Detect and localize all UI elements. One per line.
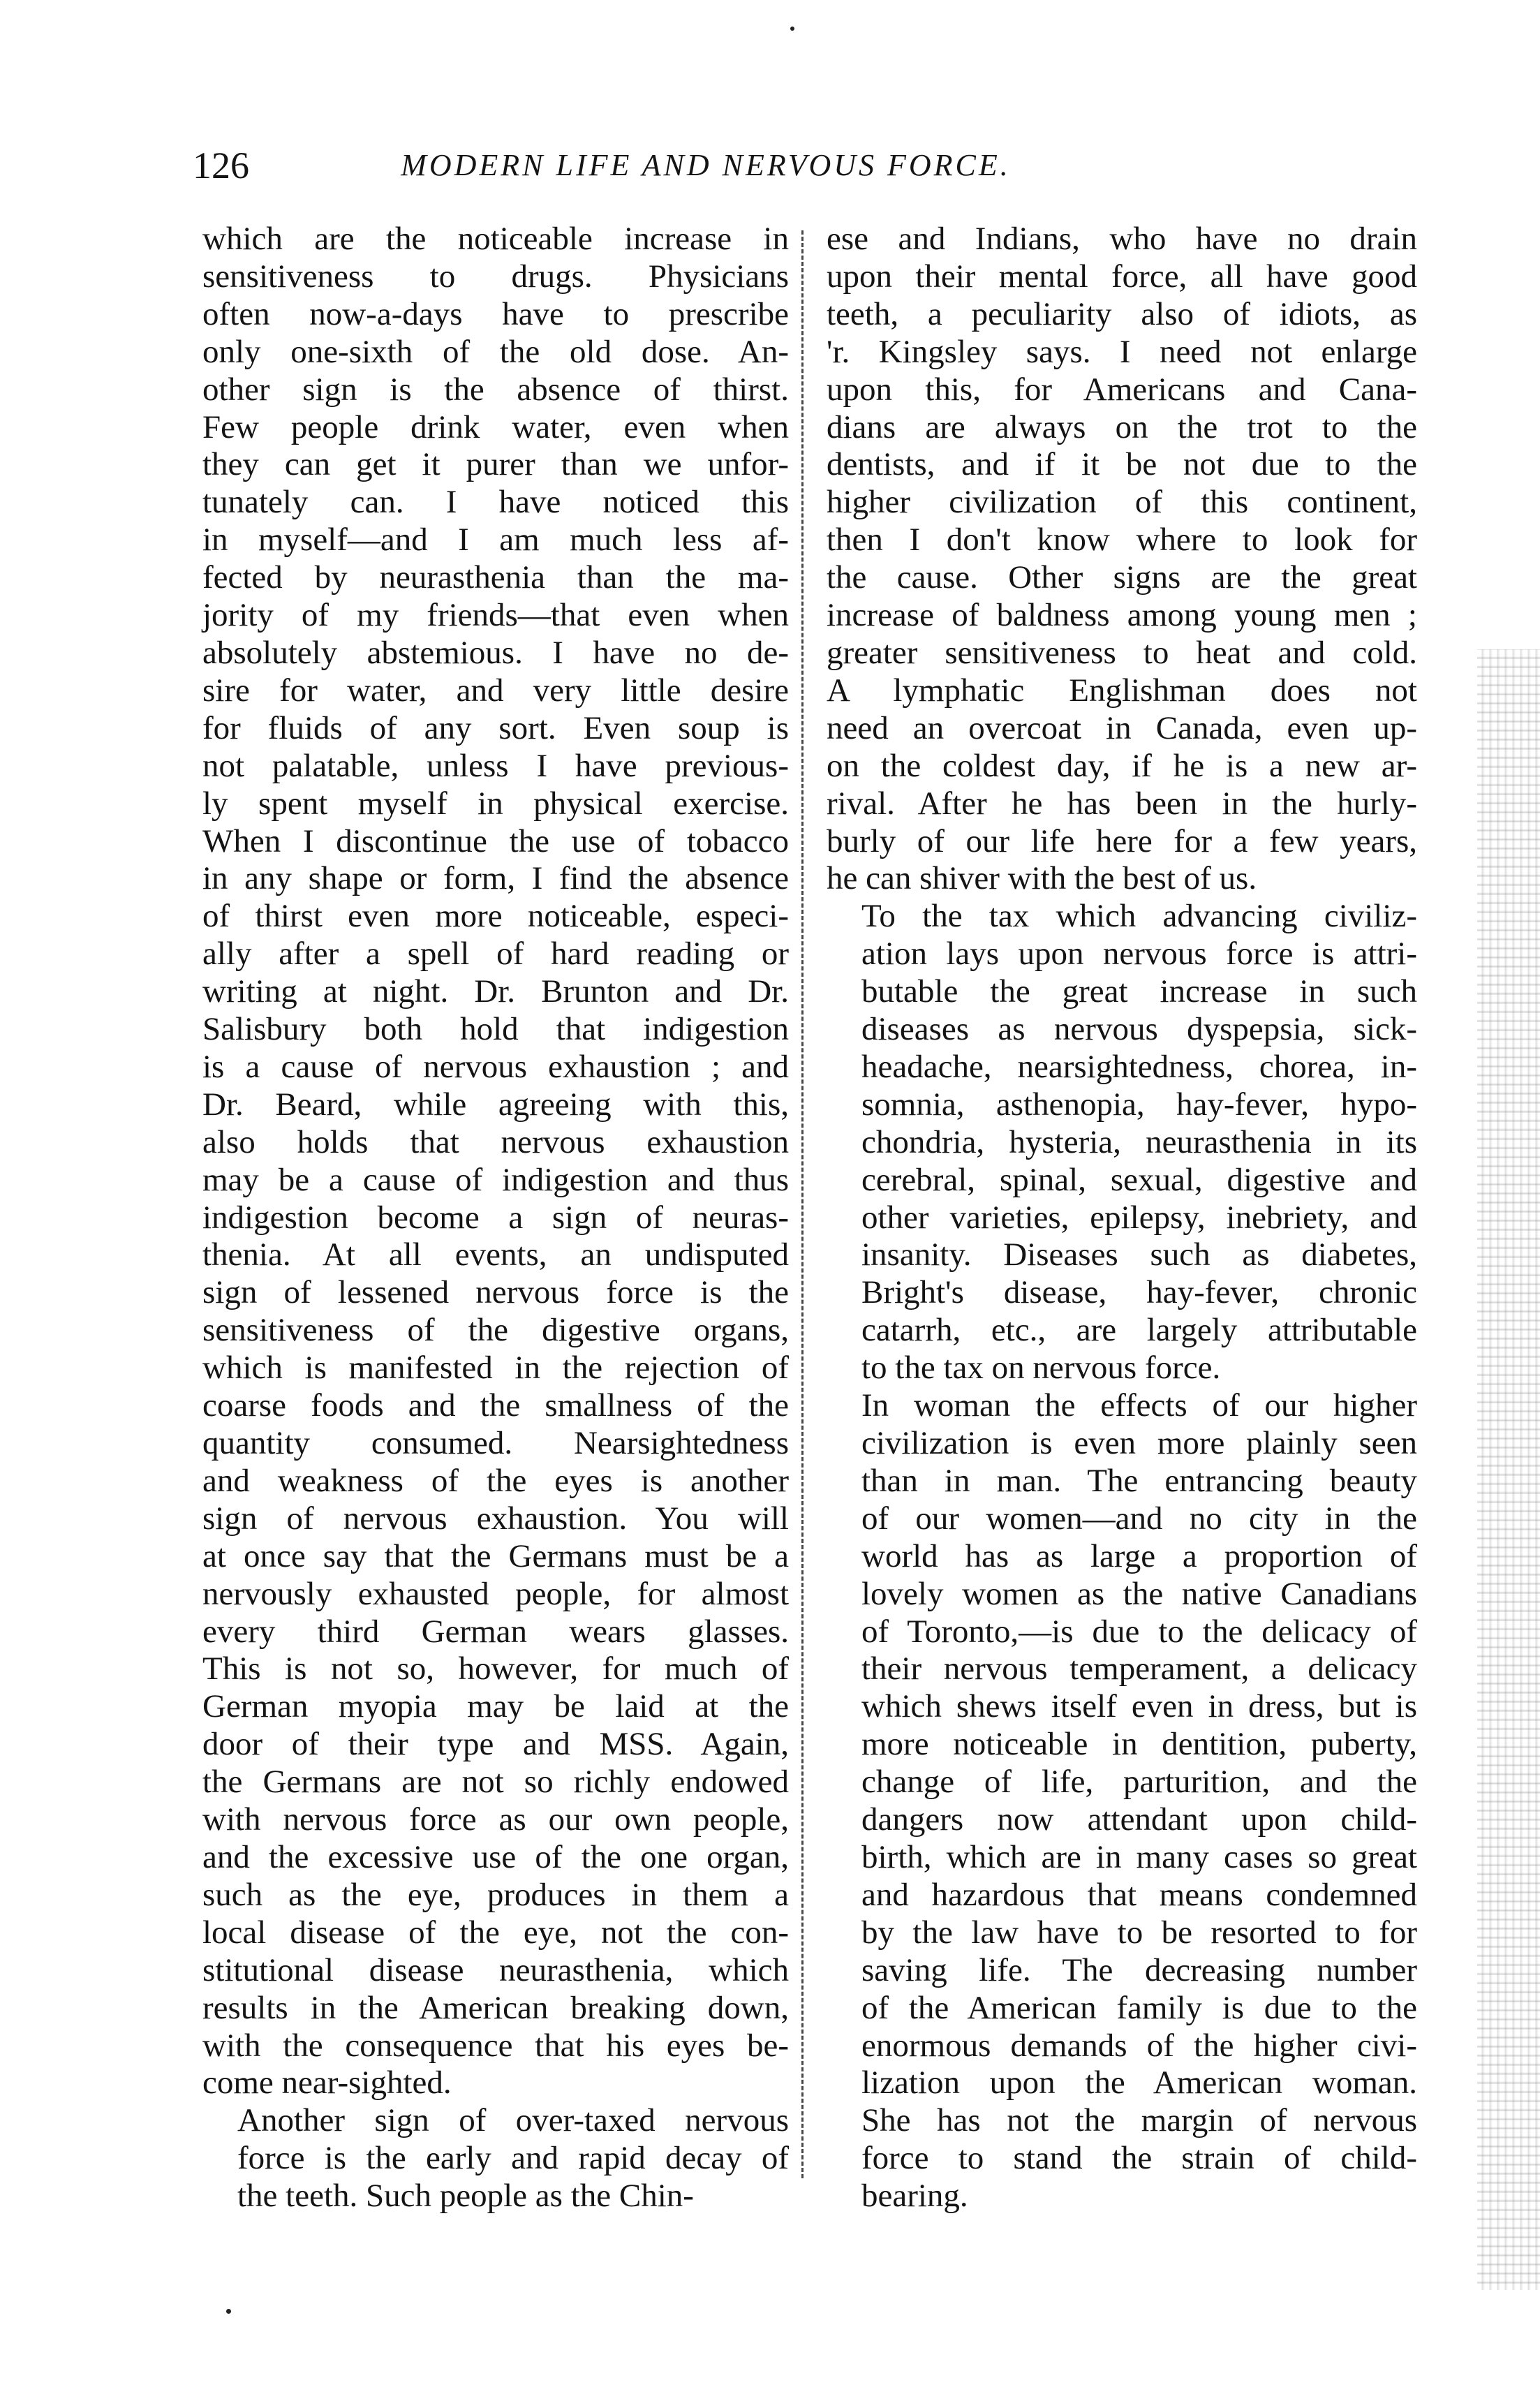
text-line: is a cause of nervous exhaustion ; and [202, 1048, 789, 1085]
text-line: Dr. Beard, while agreeing with this, [202, 1086, 789, 1123]
text-line: door of their type and MSS. Again, [202, 1726, 789, 1763]
paragraph [202, 2102, 789, 2215]
text-line: ly spent myself in physical exercise. [202, 785, 789, 822]
text-line: birth, which are in many cases so great [861, 1838, 1417, 1875]
text-line: ally after a spell of hard reading or [202, 936, 789, 973]
text-line: come near-sighted. [202, 2064, 452, 2102]
text-line: on the coldest day, if he is a new ar- [827, 747, 1417, 784]
left-column [202, 221, 789, 2215]
paragraph [202, 221, 789, 2102]
text-line: local disease of the eye, not the con- [202, 1914, 789, 1951]
text-line: headache, nearsightedness, chorea, in- [861, 1048, 1417, 1085]
text-line: ation lays upon nervous force is attri- [861, 936, 1417, 973]
text-line: every third German wears glasses. [202, 1613, 789, 1650]
ink-speck [226, 2309, 231, 2314]
text-line: in myself—and I am much less af- [202, 522, 789, 559]
text-line: sire for water, and very little desire [202, 672, 789, 709]
running-head [193, 143, 1135, 192]
text-line: civilization is even more plainly seen [861, 1425, 1417, 1461]
text-line: the cause. Other signs are the great [827, 559, 1417, 596]
text-line: at once say that the Germans must be a [202, 1537, 789, 1574]
text-line: saving life. The decreasing number [861, 1951, 1417, 1988]
text-line: ese and Indians, who have no drain [827, 221, 1417, 257]
text-line: increase of baldness among young men ; [827, 597, 1417, 634]
text-line: Salisbury both hold that indigestion [202, 1011, 789, 1048]
column-divider [801, 230, 804, 2178]
text-line: In woman the effects of our higher [861, 1387, 1417, 1424]
text-line: sensitiveness to drugs. Physicians [202, 258, 789, 295]
text-line: force to stand the strain of child- [861, 2140, 1417, 2177]
text-line: need an overcoat in Canada, even up- [827, 709, 1417, 746]
text-line: their nervous temperament, a delicacy [861, 1650, 1417, 1687]
right-column [827, 221, 1417, 2215]
text-line: Few people drink water, even when [202, 408, 789, 445]
text-line: butable the great increase in such [861, 973, 1417, 1010]
text-line: of Toronto,—is due to the delicacy of [861, 1613, 1417, 1650]
text-line: not palatable, unless I have previous- [202, 747, 789, 784]
text-line: only one-sixth of the old dose. An- [202, 333, 789, 370]
text-line: 'r. Kingsley says. I need not enlarge [827, 333, 1417, 370]
text-line: fected by neurasthenia than the ma- [202, 559, 789, 596]
text-line: to the tax on nervous force. [861, 1350, 1221, 1387]
text-line: the teeth. Such people as the Chin- [237, 2178, 694, 2215]
text-line: then I don't know where to look for [827, 522, 1417, 559]
running-title: MODERN LIFE AND NERVOUS FORCE. [401, 148, 1011, 182]
text-line: force is the early and rapid decay of [237, 2140, 789, 2177]
page-number: 126 [193, 145, 249, 186]
text-line: German myopia may be laid at the [202, 1688, 789, 1725]
text-line: teeth, a peculiarity also of idiots, as [827, 295, 1417, 332]
text-line: and the excessive use of the one organ, [202, 1838, 789, 1875]
paragraph [827, 898, 1417, 1387]
text-line: with the consequence that his eyes be- [202, 2027, 789, 2064]
text-line: Another sign of over-taxed nervous [237, 2102, 789, 2139]
text-line: the Germans are not so richly endowed [202, 1764, 789, 1801]
text-line: which are the noticeable increase in [202, 221, 789, 257]
text-line: rival. After he has been in the hurly- [827, 785, 1417, 822]
text-line: change of life, parturition, and the [861, 1764, 1417, 1801]
text-line: diseases as nervous dyspepsia, sick- [861, 1011, 1417, 1048]
text-line: sign of nervous exhaustion. You will [202, 1500, 789, 1537]
text-line: of the American family is due to the [861, 1989, 1417, 2026]
text-line: for fluids of any sort. Even soup is [202, 709, 789, 746]
text-line: This is not so, however, for much of [202, 1650, 789, 1687]
text-line: which shews itself even in dress, but is [861, 1688, 1417, 1725]
text-line: absolutely abstemious. I have no de- [202, 634, 789, 671]
text-line: quantity consumed. Nearsightedness [202, 1425, 789, 1461]
text-line: results in the American breaking down, [202, 1989, 789, 2026]
text-line: stitutional disease neurasthenia, which [202, 1951, 789, 1988]
text-line: somnia, asthenopia, hay-fever, hypo- [861, 1086, 1417, 1123]
text-line: in any shape or form, I find the absence [202, 860, 789, 897]
text-line: and hazardous that means condemned [861, 1876, 1417, 1913]
text-line: also holds that nervous exhaustion [202, 1123, 789, 1160]
text-line: catarrh, etc., are largely attributable [861, 1312, 1417, 1349]
text-line: more noticeable in dentition, puberty, [861, 1726, 1417, 1763]
text-line: A lymphatic Englishman does not [827, 672, 1417, 709]
text-line: indigestion become a sign of neuras- [202, 1199, 789, 1236]
text-line: dangers now attendant upon child- [861, 1801, 1417, 1838]
text-line: sensitiveness of the digestive organs, [202, 1312, 789, 1349]
text-line: Bright's disease, hay-fever, chronic [861, 1274, 1417, 1311]
text-line: he can shiver with the best of us. [827, 860, 1257, 897]
text-line: writing at night. Dr. Brunton and Dr. [202, 973, 789, 1010]
text-line: She has not the margin of nervous [861, 2102, 1417, 2139]
text-line: they can get it purer than we unfor- [202, 446, 789, 483]
text-line: When I discontinue the use of tobacco [202, 822, 789, 859]
text-line: and weakness of the eyes is another [202, 1462, 789, 1499]
text-line: with nervous force as our own people, [202, 1801, 789, 1838]
text-line: such as the eye, produces in them a [202, 1876, 789, 1913]
text-line: which is manifested in the rejection of [202, 1350, 789, 1387]
text-line: lovely women as the native Canadians [861, 1575, 1417, 1612]
paragraph [827, 1387, 1417, 2215]
text-line: sign of lessened nervous force is the [202, 1274, 789, 1311]
text-line: other sign is the absence of thirst. [202, 371, 789, 408]
text-line: upon this, for Americans and Cana- [827, 371, 1417, 408]
text-line: nervously exhausted people, for almost [202, 1575, 789, 1612]
text-line: tunately can. I have noticed this [202, 484, 789, 521]
text-line: insanity. Diseases such as diabetes, [861, 1236, 1417, 1273]
text-line: dentists, and if it be not due to the [827, 446, 1417, 483]
text-line: bearing. [861, 2178, 968, 2215]
text-line: upon their mental force, all have good [827, 258, 1417, 295]
text-line: of our women—and no city in the [861, 1500, 1417, 1537]
text-line: chondria, hysteria, neurasthenia in its [861, 1123, 1417, 1160]
paragraph [827, 221, 1417, 898]
text-line: To the tax which advancing civiliz- [861, 898, 1417, 935]
text-line: world has as large a proportion of [861, 1537, 1417, 1574]
text-line: of thirst even more noticeable, especi- [202, 898, 789, 935]
text-line: greater sensitiveness to heat and cold. [827, 634, 1417, 671]
text-line: thenia. At all events, an undisputed [202, 1236, 789, 1273]
text-line: may be a cause of indigestion and thus [202, 1161, 789, 1198]
text-line: higher civilization of this continent, [827, 484, 1417, 521]
text-line: other varieties, epilepsy, inebriety, and [861, 1199, 1417, 1236]
text-line: by the law have to be resorted to for [861, 1914, 1417, 1951]
text-line: burly of our life here for a few years, [827, 822, 1417, 859]
text-line: often now-a-days have to prescribe [202, 295, 789, 332]
text-line: cerebral, spinal, sexual, digestive and [861, 1161, 1417, 1198]
text-line: than in man. The entrancing beauty [861, 1462, 1417, 1499]
text-line: lization upon the American woman. [861, 2064, 1417, 2102]
text-line: jority of my friends—that even when [202, 597, 789, 634]
text-line: coarse foods and the smallness of the [202, 1387, 789, 1424]
text-line: enormous demands of the higher civi- [861, 2027, 1417, 2064]
page-edge-shadow [1477, 649, 1540, 2290]
text-line: dians are always on the trot to the [827, 408, 1417, 445]
ink-speck [790, 27, 794, 31]
